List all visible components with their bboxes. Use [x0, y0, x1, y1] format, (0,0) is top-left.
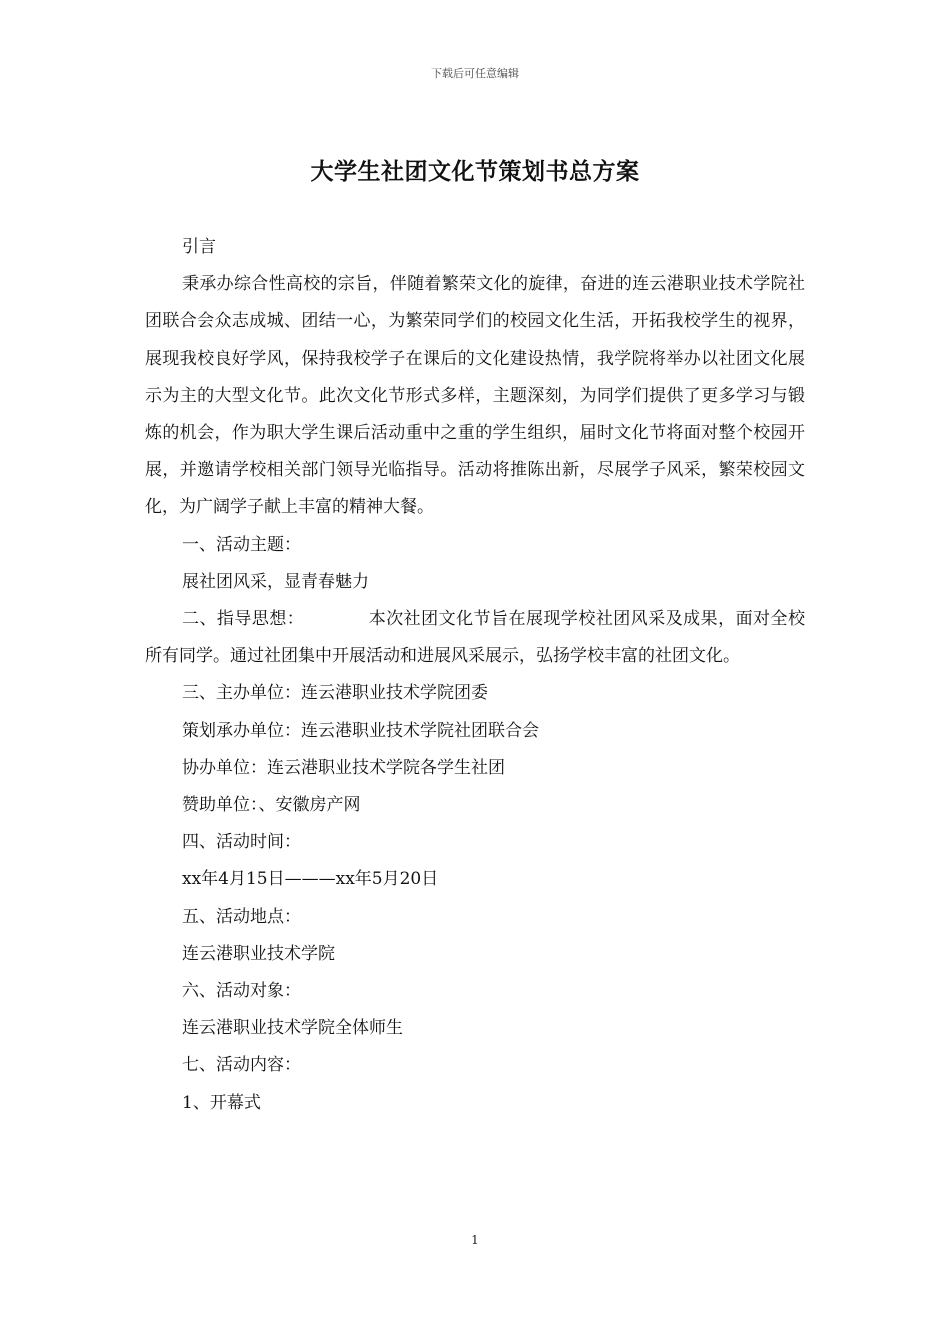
content-item-opening: 1、开幕式 — [182, 1092, 261, 1113]
section-host: 三、主办单位：连云港职业技术学院团委 — [182, 683, 488, 704]
page-header-note: 下载后可任意编辑 — [431, 67, 519, 80]
section-location-text: 连云港职业技术学院 — [182, 943, 335, 964]
co-organizer: 协办单位：连云港职业技术学院各学生社团 — [182, 757, 505, 778]
document-body — [145, 229, 805, 1122]
page-number: 1 — [471, 1233, 479, 1247]
organizer: 策划承办单位：连云港职业技术学院社团联合会 — [182, 720, 539, 741]
section-audience-text: 连云港职业技术学院全体师生 — [182, 1018, 403, 1039]
section-guiding-idea — [145, 601, 805, 675]
intro-paragraph: 秉承办综合性高校的宗旨，伴随着繁荣文化的旋律，奋进的连云港职业技术学院社团联合会众志成城、团结一心，为繁荣同学们的校园文化生活，开拓我校学生的视界，展现我校良好学风，保持我校学子在课后的文化建设热情，我学院将举办以社团文化展示为主的大型文化节。此次文化节形式多样，主题深刻，为同学们提供了更多学习与锻炼的机会，作为职大学生课后活动重中之重的学生组织，届时文化节将面对整个校园开展，并邀请学校相关部门领导光临指导。活动将推陈出新，尽展学子风采，繁荣校园文化，为广阔学子献上丰富的精神大餐。 — [145, 274, 805, 518]
section-time-text: xx年4月15日———xx年5月20日 — [182, 869, 439, 890]
document-title: 大学生社团文化节策划书总方案 — [310, 158, 640, 185]
section-audience-heading: 六、活动对象： — [182, 981, 301, 1002]
section-content-heading: 七、活动内容： — [182, 1055, 301, 1076]
section-location-heading: 五、活动地点： — [182, 906, 301, 927]
section-guiding-text: 本次社团文化节旨在展现学校社团风采及成果，面对全校所有同学。通过社团集中开展活动和进展风采展示，弘扬学校丰富的社团文化。 — [145, 609, 805, 667]
section-time-heading: 四、活动时间： — [182, 832, 301, 853]
sponsor: 赞助单位：、安徽房产网 — [182, 795, 361, 816]
intro-heading: 引言 — [182, 237, 216, 257]
section-guiding-heading: 二、指导思想： — [182, 609, 305, 630]
section-theme-heading: 一、活动主题： — [182, 534, 301, 555]
section-theme-text: 展社团风采，显青春魅力 — [182, 571, 369, 592]
